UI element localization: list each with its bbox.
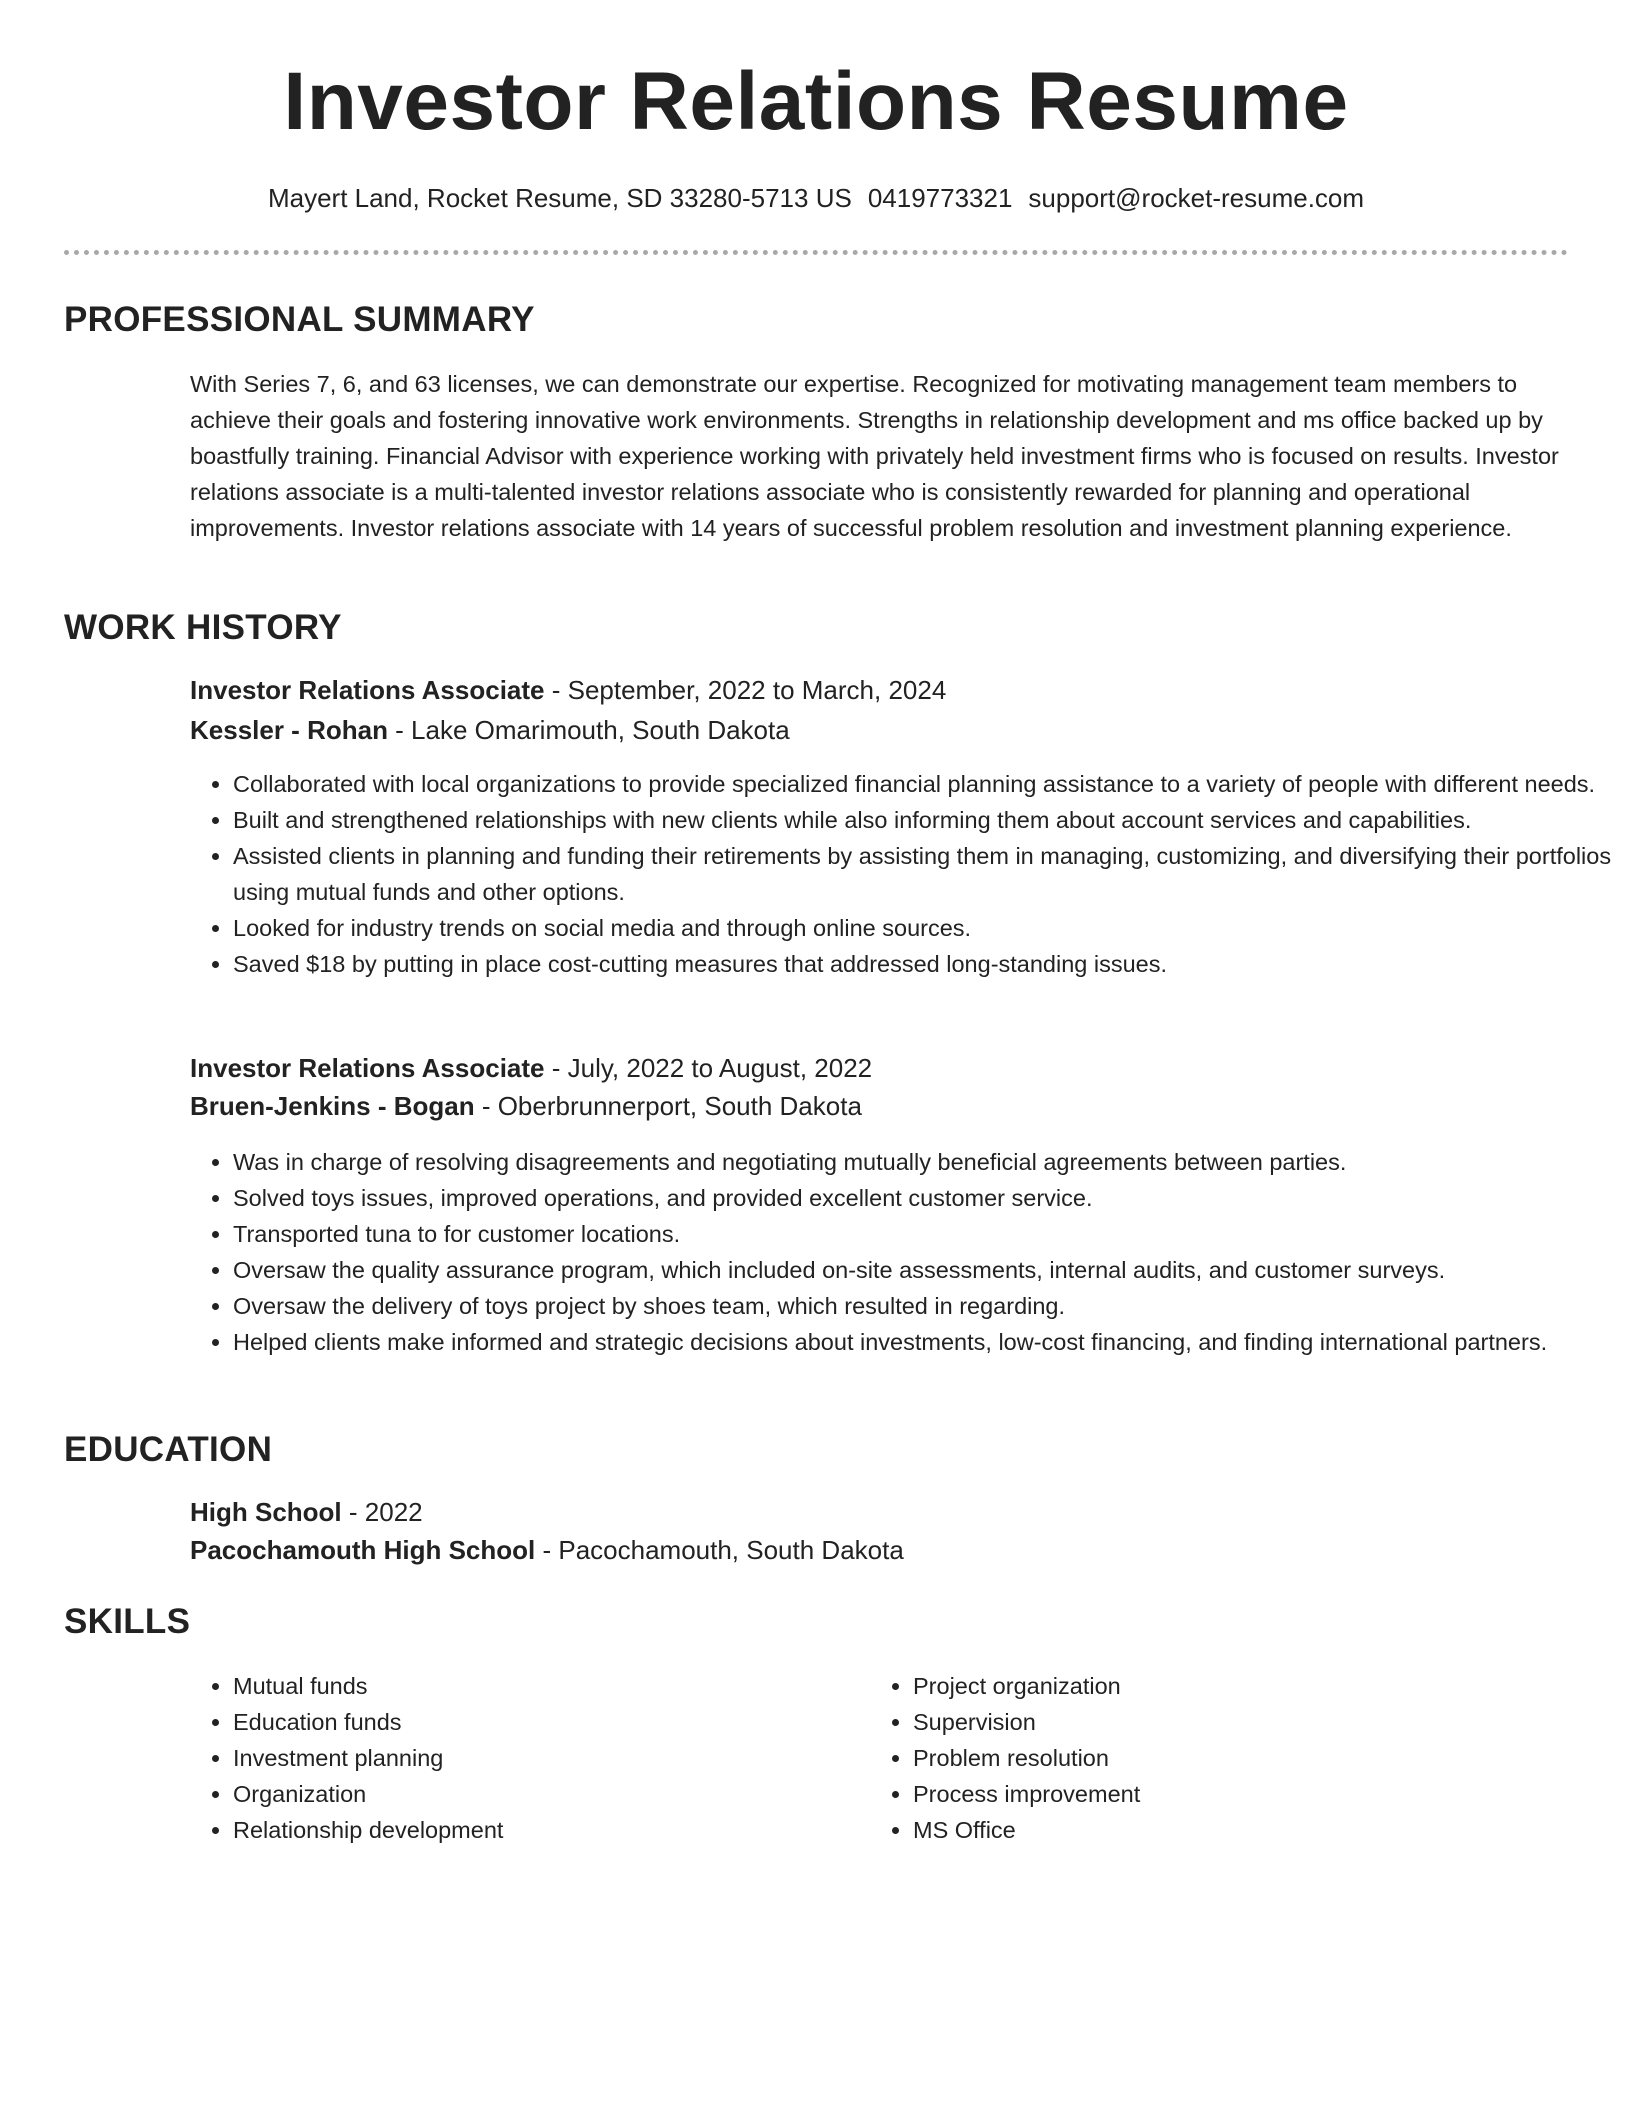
list-item: • Assisted clients in planning and funding their retirements by assisting them in managing, customizing, and diversifying their portfolios using mutual funds and other options. (233, 838, 1613, 910)
job-2-title-line (190, 1050, 872, 1086)
list-item: • Oversaw the quality assurance program, which included on-site assessments, internal audits, and customer surveys. (233, 1252, 1613, 1288)
contact-line (0, 180, 1632, 216)
skill-item: • Supervision (913, 1704, 1553, 1740)
job-1-dates: - September, 2022 to March, 2024 (544, 675, 947, 705)
education-degree-line (190, 1494, 423, 1530)
skill-item: • Process improvement (913, 1776, 1553, 1812)
resume-title: Investor Relations Resume (283, 56, 1349, 147)
education-year: - 2022 (341, 1497, 423, 1527)
skills-list-left (190, 1668, 873, 1848)
list-item: • Collaborated with local organizations to provide specialized financial planning assistance to a variety of people with different needs. (233, 766, 1613, 802)
skill-item: • MS Office (913, 1812, 1553, 1848)
header-divider (64, 250, 1568, 255)
job-2-company: Bruen-Jenkins - Bogan (190, 1091, 475, 1121)
job-2-dates: - July, 2022 to August, 2022 (544, 1053, 873, 1083)
contact-email: support@rocket-resume.com (1028, 183, 1365, 213)
job-1-title: Investor Relations Associate (190, 675, 545, 705)
skill-item: • Mutual funds (233, 1668, 873, 1704)
skill-item: • Project organization (913, 1668, 1553, 1704)
list-item: • Built and strengthened relationships with new clients while also informing them about account services and capabilities. (233, 802, 1613, 838)
education-location: - Pacochamouth, South Dakota (535, 1535, 904, 1565)
list-item: • Solved toys issues, improved operations, and provided excellent customer service. (233, 1180, 1613, 1216)
education-school: Pacochamouth High School (190, 1535, 536, 1565)
contact-phone: 0419773321 (867, 183, 1013, 213)
job-1-title-line (190, 672, 946, 708)
job-2-title: Investor Relations Associate (190, 1053, 545, 1083)
work-history-heading: WORK HISTORY (64, 608, 342, 647)
skill-item: • Education funds (233, 1704, 873, 1740)
education-degree: High School (190, 1497, 342, 1527)
education-heading: EDUCATION (64, 1430, 273, 1469)
skill-item: • Organization (233, 1776, 873, 1812)
skill-item: • Investment planning (233, 1740, 873, 1776)
skills-list-right (870, 1668, 1553, 1848)
contact-address: Mayert Land, Rocket Resume, SD 33280-5713 US (267, 183, 852, 213)
list-item: • Was in charge of resolving disagreements and negotiating mutually beneficial agreements between parties. (233, 1144, 1613, 1180)
skill-item: • Problem resolution (913, 1740, 1553, 1776)
job-2-company-line (190, 1088, 862, 1124)
summary-text: With Series 7, 6, and 63 licenses, we can demonstrate our expertise. Recognized for motivating management team members to achieve their goals and fostering innovative work environments. Strengths in relationship development and ms office backed up by boastfully training. Financial Advisor with experience working with privately held investment firms who is focused on results. Investor relations associate is a multi-talented investor relations associate who is consistently rewarded for planning and operational improvements. Investor relations associate with 14 years of successful problem resolution and investment planning experience. (190, 371, 1559, 541)
education-school-line (190, 1532, 904, 1568)
list-item: • Helped clients make informed and strategic decisions about investments, low-cost financing, and finding international partners. (233, 1324, 1613, 1360)
job-1-location: - Lake Omarimouth, South Dakota (387, 715, 790, 745)
skills-heading: SKILLS (64, 1602, 191, 1641)
skill-item: • Relationship development (233, 1812, 873, 1848)
job-1-bullet-list (190, 766, 1613, 982)
job-1-company-line (190, 712, 790, 748)
list-item: • Saved $18 by putting in place cost-cutting measures that addressed long-standing issues. (233, 946, 1613, 982)
job-2-location: - Oberbrunnerport, South Dakota (474, 1091, 862, 1121)
job-2-bullet-list (190, 1144, 1613, 1360)
list-item: • Transported tuna to for customer locations. (233, 1216, 1613, 1252)
list-item: • Looked for industry trends on social media and through online sources. (233, 910, 1613, 946)
list-item: • Oversaw the delivery of toys project by shoes team, which resulted in regarding. (233, 1288, 1613, 1324)
summary-heading: PROFESSIONAL SUMMARY (64, 300, 535, 339)
job-1-company: Kessler - Rohan (190, 715, 388, 745)
